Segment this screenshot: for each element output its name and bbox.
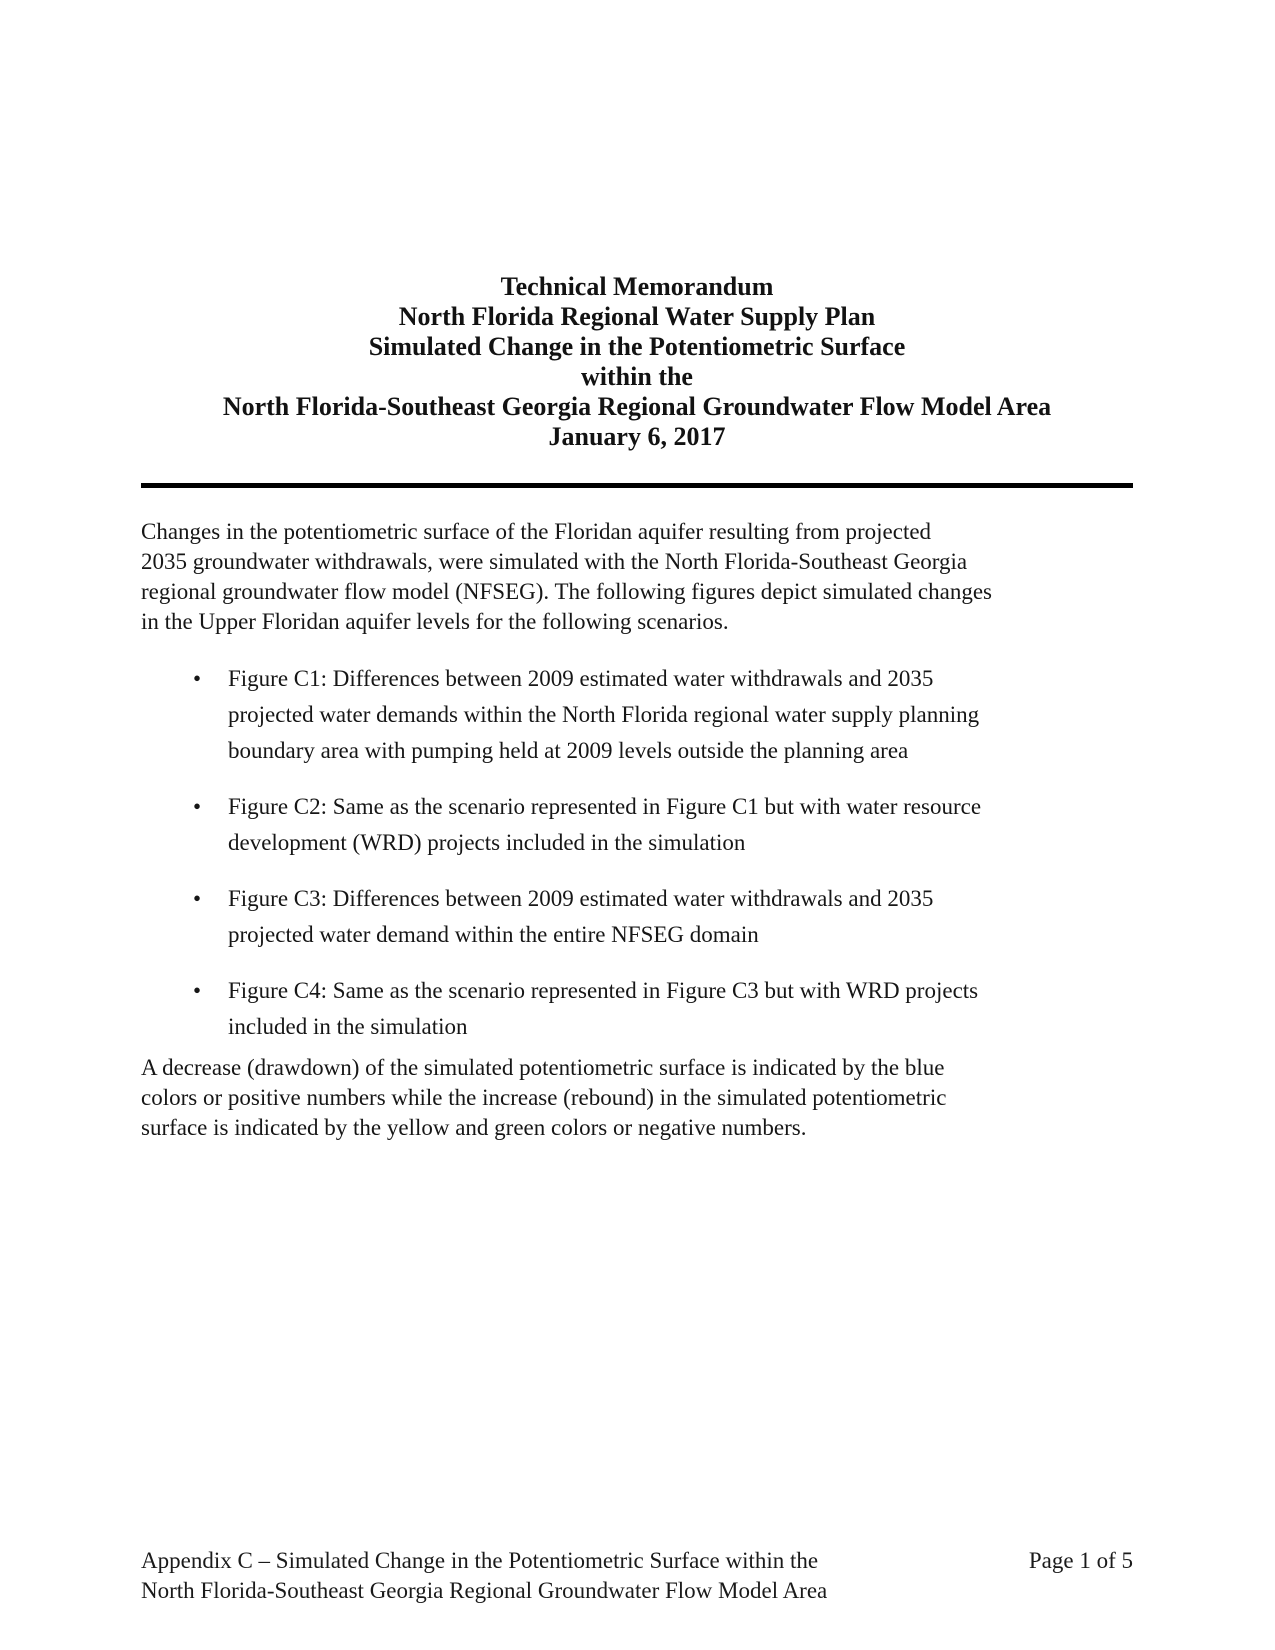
paragraph-line: 2035 groundwater withdrawals, were simulated with the North Florida-Southeast Georgia (141, 549, 968, 574)
memo-title-line: within the (581, 362, 693, 391)
paragraph-line: colors or positive numbers while the increase (rebound) in the simulated potentiometric (141, 1085, 947, 1110)
list-item-figure-c1 (193, 661, 1133, 769)
intro-paragraph (141, 517, 1133, 637)
bullet-icon: • (193, 978, 202, 1003)
bullet-icon: • (193, 666, 202, 691)
paragraph-line: regional groundwater flow model (NFSEG). The following figures depict simulated changes (141, 579, 993, 604)
list-item-figure-c3 (193, 881, 1133, 953)
memo-title-line: Simulated Change in the Potentiometric Surface (368, 332, 906, 361)
memo-title-block (141, 272, 1133, 452)
bullet-icon: • (193, 794, 202, 819)
memo-date-line: January 6, 2017 (548, 422, 726, 451)
paragraph-line: in the Upper Floridan aquifer levels for the following scenarios. (141, 609, 729, 634)
memo-title-line: North Florida-Southeast Georgia Regional Groundwater Flow Model Area (222, 392, 1052, 421)
memo-title-line: Technical Memorandum (500, 272, 774, 301)
horizontal-rule (141, 483, 1133, 488)
bullet-line: Figure C4: Same as the scenario represented in Figure C3 but with WRD projects (228, 978, 979, 1003)
bullet-line: Figure C2: Same as the scenario represented in Figure C1 but with water resource (228, 794, 982, 819)
bullet-line: projected water demands within the North Florida regional water supply planning (228, 702, 980, 727)
footer-line-2: North Florida-Southeast Georgia Regional Groundwater Flow Model Area (141, 1578, 828, 1603)
memo-content (141, 272, 1133, 1143)
footer-line-1: Appendix C – Simulated Change in the Potentiometric Surface within the (141, 1548, 819, 1573)
closing-paragraph (141, 1053, 1133, 1143)
bullet-line: included in the simulation (228, 1014, 468, 1039)
bullet-line: development (WRD) projects included in the simulation (228, 830, 746, 855)
figure-scenario-list (193, 661, 1133, 1045)
paragraph-line: surface is indicated by the yellow and green colors or negative numbers. (141, 1115, 807, 1140)
bullet-line: Figure C1: Differences between 2009 estimated water withdrawals and 2035 (228, 666, 934, 691)
bullet-line: projected water demand within the entire NFSEG domain (228, 922, 759, 947)
list-item-figure-c2 (193, 789, 1133, 861)
bullet-line: boundary area with pumping held at 2009 levels outside the planning area (228, 738, 909, 763)
bullet-line: Figure C3: Differences between 2009 estimated water withdrawals and 2035 (228, 886, 934, 911)
paragraph-line: A decrease (drawdown) of the simulated potentiometric surface is indicated by the blue (141, 1055, 945, 1080)
list-item-figure-c4 (193, 973, 1133, 1045)
memo-title-line: North Florida Regional Water Supply Plan (398, 302, 876, 331)
page-number: Page 1 of 5 (1028, 1548, 1133, 1573)
page-footer (141, 1546, 1133, 1606)
bullet-icon: • (193, 886, 202, 911)
paragraph-line: Changes in the potentiometric surface of the Floridan aquifer resulting from projected (141, 519, 932, 544)
